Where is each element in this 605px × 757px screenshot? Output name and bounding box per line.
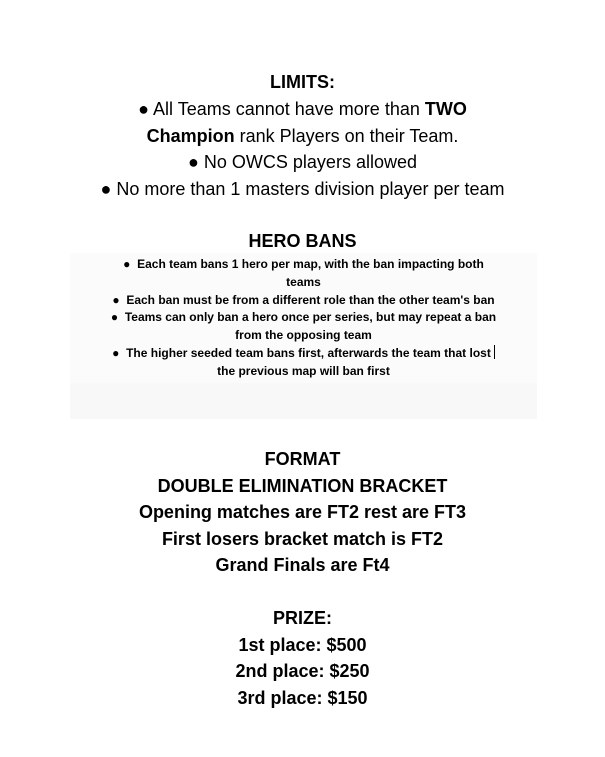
limits-item-1-suffix: rank Players on their Team.	[234, 125, 459, 146]
format-heading: FORMAT	[264, 449, 341, 469]
prize-heading: PRIZE:	[272, 608, 332, 628]
hero-bans-item-3-text: Teams can only ban a hero once per series, but may repeat a ban	[124, 310, 497, 325]
format-line-2: Opening matches are FT2 rest are FT3	[138, 502, 467, 523]
limits-list	[0, 96, 605, 202]
limits-item-1-text: All Teams cannot have more than	[153, 99, 425, 119]
text-cursor	[494, 345, 495, 359]
hero-bans-item-2-text: Each ban must be from a different role than the other team's ban	[126, 292, 495, 307]
bullet-icon: ●	[188, 152, 199, 172]
bullet-icon: ●	[123, 257, 131, 271]
format-line-1: DOUBLE ELIMINATION BRACKET	[157, 475, 448, 496]
limits-item-1-emphasis-two: TWO	[424, 99, 467, 119]
limits-item-1-line-2	[0, 123, 605, 150]
hero-bans-item-3-line-1	[70, 309, 537, 327]
hero-bans-item-3-line-2: from the opposing team	[235, 328, 372, 343]
bullet-icon: ●	[112, 345, 120, 360]
prize-first-place: 1st place: $500	[238, 634, 367, 655]
prize-second-place: 2nd place: $250	[235, 661, 370, 681]
hero-bans-block	[70, 253, 537, 419]
hero-bans-item-4-line-1	[70, 345, 537, 363]
hero-bans-item-4-line-2: the previous map will ban first	[217, 363, 390, 378]
hero-bans-list	[70, 256, 537, 381]
hero-bans-blank-area	[70, 383, 537, 419]
limits-item-3-text: No more than 1 masters division player per team	[116, 178, 505, 199]
prize-section	[0, 605, 605, 711]
format-line-3: First losers bracket match is FT2	[161, 528, 444, 549]
hero-bans-heading: HERO BANS	[248, 231, 357, 251]
prize-third-place: 3rd place: $150	[237, 687, 368, 708]
format-line-4: Grand Finals are Ft4	[215, 555, 390, 576]
format-section	[0, 446, 605, 579]
limits-item-3	[0, 176, 605, 203]
limits-item-2-text: No OWCS players allowed	[203, 152, 417, 172]
limits-heading: LIMITS:	[270, 72, 335, 92]
bullet-icon: ●	[112, 292, 120, 307]
bullet-icon: ●	[100, 178, 112, 199]
bullet-icon: ●	[138, 99, 150, 119]
hero-bans-item-1-text: Each team bans 1 hero per map, with the ban impacting both	[137, 257, 484, 271]
hero-bans-item-1-line-2: teams	[286, 274, 321, 289]
limits-item-1-emphasis-champion: Champion	[146, 125, 235, 146]
limits-item-2	[0, 149, 605, 176]
limits-item-1-line-1	[0, 96, 605, 123]
hero-bans-item-1-line-1	[70, 256, 537, 274]
bullet-icon: ●	[110, 310, 119, 325]
hero-bans-item-4-text: The higher seeded team bans first, afterwards the team that lost	[126, 345, 491, 360]
hero-bans-item-2	[70, 292, 537, 310]
